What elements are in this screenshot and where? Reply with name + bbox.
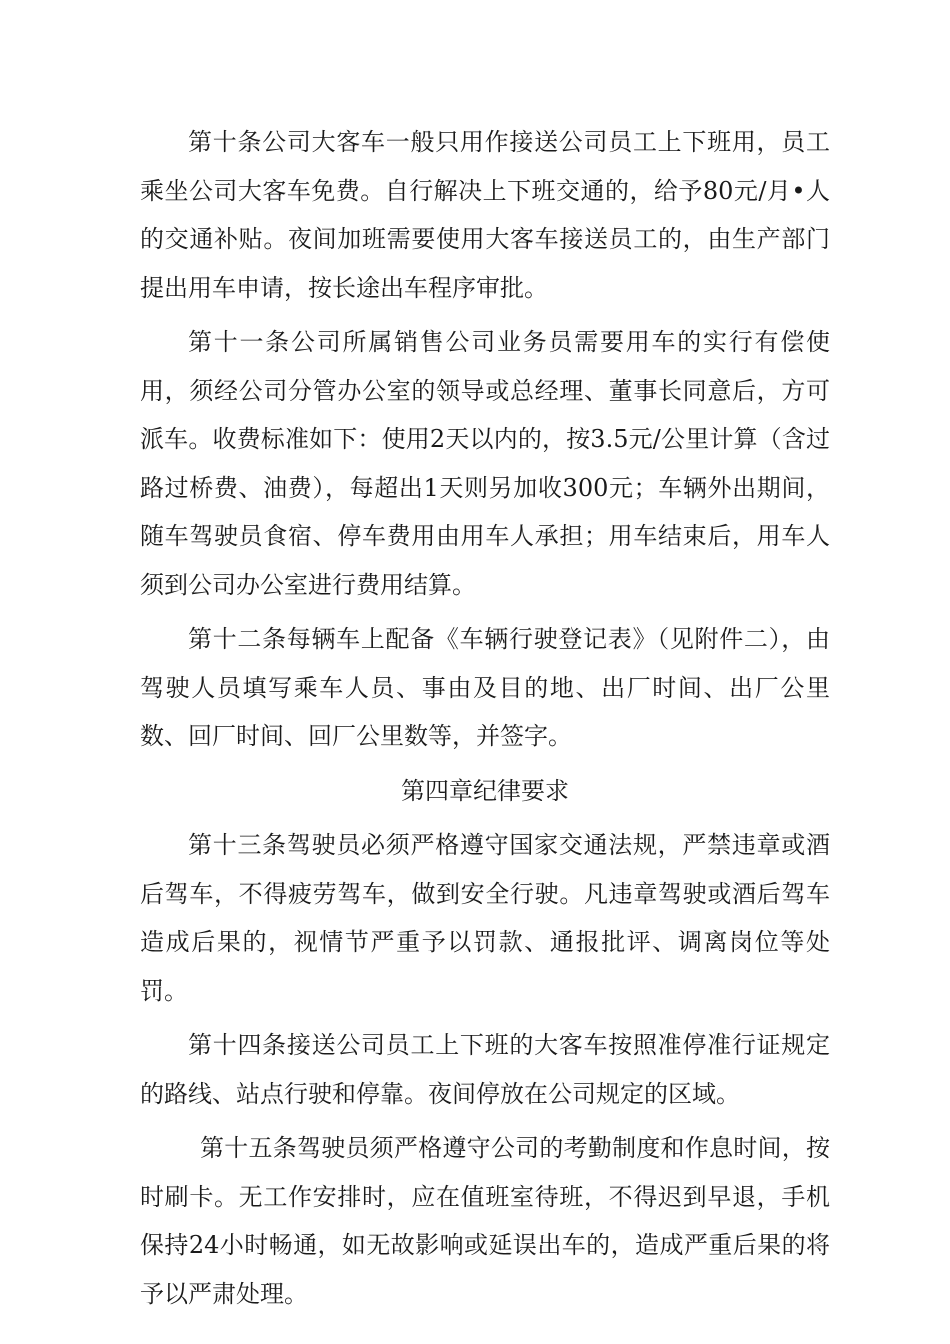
chapter-heading: 第四章纪律要求 [401,776,569,805]
article-15: 第十五条驾驶员须严格遵守公司的考勤制度和作息时间，按时刷卡。无工作安排时，应在值班室待班，不得迟到早退，手机保持24小时畅通，如无故影响或延误出车的，造成严重后果的将予以严肃处理。 [140,1134,830,1308]
article-13: 第十三条驾驶员必须严格遵守国家交通法规，严禁违章或酒后驾车，不得疲劳驾车，做到安全行驶。凡违章驾驶或酒后驾车造成后果的，视情节严重予以罚款、通报批评、调离岗位等处罚。 [140,831,830,1005]
article-10: 第十条公司大客车一般只用作接送公司员工上下班用，员工乘坐公司大客车免费。自行解决上下班交通的，给予80元/月•人的交通补贴。夜间加班需要使用大客车接送员工的，由生产部门提出用车申请，按长途出车程序审批。 [140,128,830,302]
article-14: 第十四条接送公司员工上下班的大客车按照准停准行证规定的路线、站点行驶和停靠。夜间停放在公司规定的区域。 [140,1031,830,1108]
document-body [140,118,830,1324]
article-11: 第十一条公司所属销售公司业务员需要用车的实行有偿使用，须经公司分管办公室的领导或总经理、董事长同意后，方可派车。收费标准如下：使用2天以内的，按3.5元/公里计算（含过路过桥费、油费），每超出1天则另加收300元；车辆外出期间，随车驾驶员食宿、停车费用由用车人承担；用车结束后，用车人须到公司办公室进行费用结算。 [140,328,830,599]
article-12: 第十二条每辆车上配备《车辆行驶登记表》（见附件二），由驾驶人员填写乘车人员、事由及目的地、出厂时间、出厂公里数、回厂时间、回厂公里数等，并签字。 [140,625,830,750]
